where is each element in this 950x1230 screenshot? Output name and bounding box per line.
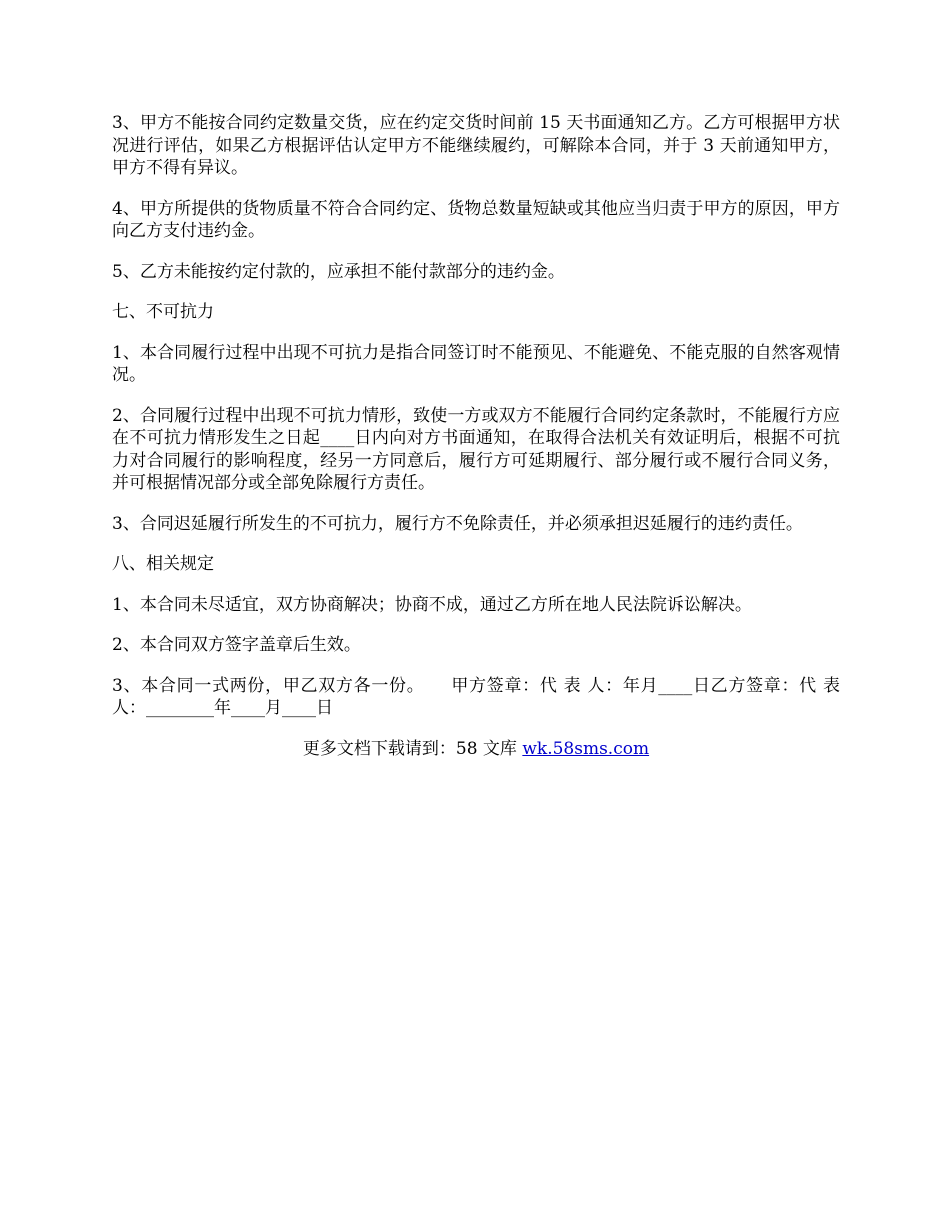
- clause-7-1: 1、本合同履行过程中出现不可抗力是指合同签订时不能预见、不能避免、不能克服的自然客观情况。: [112, 342, 840, 385]
- download-footer: [112, 738, 840, 761]
- document-page: [112, 112, 840, 760]
- section-heading-force-majeure: 七、不可抗力: [112, 302, 214, 322]
- clause-6-4: 4、甲方所提供的货物质量不符合合同约定、货物总数量短缺或其他应当归责于甲方的原因，甲方向乙方支付违约金。: [112, 198, 840, 241]
- clause-8-1: 1、本合同未尽适宜，双方协商解决；协商不成，通过乙方所在地人民法院诉讼解决。: [112, 594, 752, 615]
- clause-6-3: 3、甲方不能按合同约定数量交货，应在约定交货时间前 15 天书面通知乙方。乙方可根据甲方状况进行评估，如果乙方根据评估认定甲方不能继续履约，可解除本合同，并于 3 天前通知甲方，甲方不得有异议。: [112, 113, 840, 178]
- footer-link[interactable]: wk.58sms.com: [522, 738, 650, 759]
- clause-7-3: 3、合同迟延履行所发生的不可抗力，履行方不免除责任，并必须承担迟延履行的违约责任。: [112, 513, 803, 534]
- clause-8-3-signatures: 3、本合同一式两份，甲乙双方各一份。 甲方签章：代 表 人：年月____日乙方签章：代 表 人：________年____月____日: [112, 675, 840, 718]
- clause-6-5: 5、乙方未能按约定付款的，应承担不能付款部分的违约金。: [112, 261, 565, 282]
- clause-7-2: 2、合同履行过程中出现不可抗力情形，致使一方或双方不能履行合同约定条款时，不能履行方应在不可抗力情形发生之日起____日内向对方书面通知，在取得合法机关有效证明后，根据不可抗力对合同履行的影响程度，经另一方同意后，履行方可延期履行、部分履行或不履行合同义务，并可根据情况部分或全部免除履行方责任。: [112, 405, 840, 493]
- section-heading-related-provisions: 八、相关规定: [112, 554, 214, 574]
- clause-8-2: 2、本合同双方签字盖章后生效。: [112, 635, 361, 655]
- footer-prefix: 更多文档下载请到：58 文库: [302, 738, 523, 759]
